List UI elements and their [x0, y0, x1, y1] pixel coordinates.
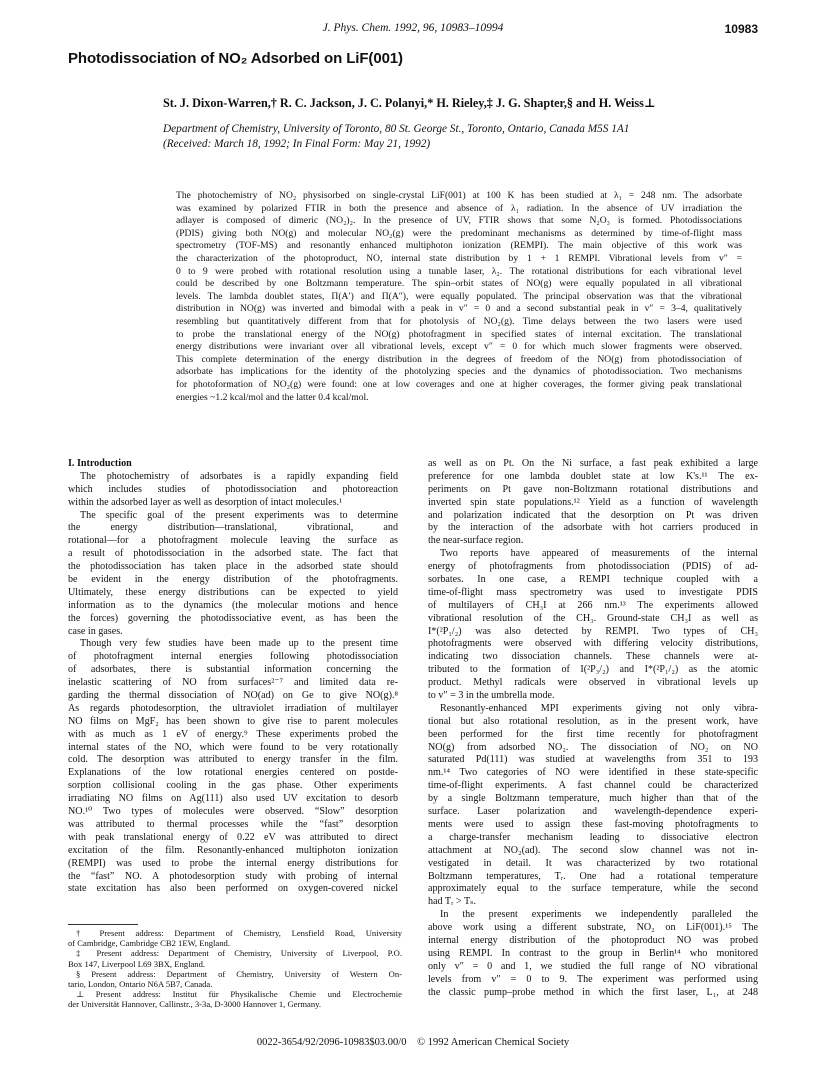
body-text-line: levels from v″ = 0 to 9. The experiment was performed using [428, 973, 758, 985]
body-text-line: the near-surface region. [428, 535, 524, 547]
body-text-line: The specific goal of the present experiments was to determine [80, 509, 398, 521]
body-text-line: Though very few studies have been made up to the present time [80, 638, 398, 650]
body-text-line: been performed for the first time recently for photofragment [428, 728, 758, 740]
footnote-line: tario, London, Ontario N6A 5B7, Canada. [68, 979, 213, 990]
body-text-line: photofragments were observed with differing velocity distributions, [428, 638, 758, 650]
body-text-line: time-of-flight experiments. A fast channel could be characterized [428, 780, 758, 792]
body-text-line: within the adsorbed layer as well as desorption of intact molecules.¹ [68, 496, 343, 508]
body-text-line: be evident in the energy distribution of the photofragments. [68, 574, 398, 586]
abstract-line: energy distributions were invariant over all vibrational levels, except v″ = 0 for which much slower fragments were observed. [176, 341, 742, 353]
body-text-line: NO films on MgF₂ has been shown to give rise to parent molecules [68, 715, 398, 727]
body-text-line: irradiating NO films on Ag(111) also used UV excitation to desorb [68, 793, 398, 805]
body-text-line: NO(g) from adsorbed NO₂. The dissociation of NO₂ on NO [428, 741, 758, 753]
abstract-line: levels. The lambda doublet states, Π(A′) and Π(A″), were equally populated. The principal observation was that the vibrational [176, 290, 742, 302]
body-text-line: internal states of the NO, which were found to be very rotationally [68, 741, 398, 753]
body-text-line: saturated Pd(111) was studied at wavelengths from 351 to 193 [428, 754, 758, 766]
body-text-line: with as much as 1 eV of energy.⁹ These experiments probed the [68, 728, 398, 740]
body-text-line: periments on Pt gave non-Boltzmann rotational distributions and [428, 483, 758, 495]
abstract-line: adsorbate has implications for the identity of the photolyzing species and the dynamics of photodissociation. Two mechanisms [176, 366, 742, 378]
body-text-line: the photodissociation has taken place in the adsorbed state should [68, 561, 398, 573]
body-text-line: preference for one lambda doublet state at low K's.¹¹ The ex- [428, 470, 758, 482]
footnote-line: ‡ Present address: Department of Chemistry, University of Liverpool, P.O. [76, 948, 402, 959]
abstract-line: adlayer is composed of dimeric (NO₂)₂. In the presence of UV, FTIR shows that some N₂O₃ is formed. Photodissociations [176, 215, 742, 227]
body-text-line: approximately equal to the surface temperature, while the second [428, 883, 758, 895]
abstract-line: was examined by polarized FTIR in both the presence and absence of λ₁ radiation. In the absence of UV irradiation the [176, 202, 742, 214]
body-text-line: (REMPI) was used to probe the internal energy distributions for [68, 857, 398, 869]
body-text-line: had Tᵣ > Tₛ. [428, 896, 477, 908]
body-text-line: Ultimately, these energy distributions can be expected to yield [68, 586, 398, 598]
body-text-line: of photofragment internal energies following photodissociation [68, 651, 398, 663]
body-text-line: and polarization indicated that the desorption on Pt was driven [428, 509, 758, 521]
body-text-line: Two reports have appeared of measurements of the internal [440, 548, 758, 560]
right-column [428, 458, 758, 999]
body-text-line: Resonantly-enhanced MPI experiments giving not only vibra- [440, 702, 758, 714]
left-column [68, 458, 398, 896]
body-text-line: which includes studies of photodissociation and photoreaction [68, 483, 398, 495]
footnote-line: Box 147, Liverpool L69 3BX, England. [68, 958, 206, 969]
abstract-line: to probe the translational energy of the NO(g) photofragment in specified states of internal excitation. The translational [176, 328, 742, 340]
footnotes [68, 928, 402, 1010]
body-text-line: a charge-transfer mechanism leading to dissociative electron [428, 831, 758, 843]
footnote-line: ⊥ Present address: Institut für Physikalische Chemie und Electrochemie [76, 989, 402, 1000]
footnote-line: † Present address: Department of Chemistry, Lensfield Road, University [76, 928, 402, 938]
body-text-line: a result of photodissociation in the adsorbed state. The fact that [68, 548, 398, 560]
body-text-line: by a single Boltzmann temperature, much higher than that of the [428, 793, 758, 805]
body-text-line: tributed to the formation of I(²P₃/₂) and I*(²P₁/₂) as the atomic [428, 664, 758, 676]
body-text-line: with peak translational energy of 0.22 eV was attributed to direct [68, 831, 398, 843]
article-code: 0022-3654/92/2096-10983$03.00/0 [256, 1037, 407, 1048]
body-text-line: cold. The desorption was attributed to energy transfer in the film. [68, 754, 398, 766]
body-text-line: energy of photofragments from photodissociation (PDIS) of ad- [428, 561, 758, 573]
body-text-line: excitation of the film. Resonantly-enhanced multiphoton ionization [68, 844, 398, 856]
page-footer [68, 1037, 758, 1048]
abstract-line: for photoformation of NO₂(g) were found: one at low coverages and one at higher coverages, the former giving peak translational [176, 378, 742, 390]
body-text-line: The photochemistry of adsorbates is a rapidly expanding field [80, 470, 398, 482]
footnote-line: of Cambridge, Cambridge CB2 1EW, England. [68, 938, 230, 949]
received-dates: (Received: March 18, 1992; In Final Form: May 21, 1992) [163, 138, 431, 150]
abstract [176, 190, 742, 404]
abstract-line: (PDIS) giving both NO(g) and molecular NO₂(g) were the predominant mechanisms as determined by time-of-flight mass [176, 227, 742, 239]
body-text-line: NO.¹⁰ Two types of molecules were observed. “Slow” desorption [68, 806, 398, 818]
body-text-line: tional but also rotational resolution, as in the present work, have [428, 715, 758, 727]
page-number: 10983 [724, 22, 758, 36]
body-text-line: the forces) governing the photodissociative event, as has been the [68, 612, 398, 624]
abstract-line: 0 to 9 were probed with rotational resolution using a tunable laser, λ₂. The rotational distributions for each vibrational level [176, 265, 742, 277]
body-text-line: the energy distribution—translational, vibrational, and [68, 522, 398, 534]
body-text-line: indicating two dissociation channels. These channels were at- [428, 651, 758, 663]
footnote-rule [68, 924, 138, 925]
body-text-line: of adsorbates, there is substantial information concerning the [68, 664, 398, 676]
body-text-line: internal energy distribution of the photoproduct NO was probed [428, 934, 758, 946]
running-head [68, 22, 758, 38]
author-list: St. J. Dixon-Warren,† R. C. Jackson, J. C. Polanyi,* H. Rieley,‡ J. G. Shapter,§ and H. Weiss⊥ [163, 96, 656, 110]
body-text-line: nm.¹⁴ Two categories of NO were identified in these state-specific [428, 767, 758, 779]
abstract-line: resembling but quantitatively different from that for photolysis of NO₂(g). Time delays between the two lasers were used [176, 315, 742, 327]
body-text-line: inelastic scattering of NO from surfaces²⁻⁷ and limited data re- [68, 677, 398, 689]
abstract-line: distribution in NO(g) was inverted and bimodal with a peak in v″ = 0 and a second substantial peak in v″ = 3–4, qualitatively [176, 303, 742, 315]
body-text-line: I*(²P₁/₂) was also detected by REMPI. Two types of CH₃ [428, 625, 758, 637]
body-text-line: was attributed to thermal processes while the “fast” desorption [68, 818, 398, 830]
abstract-line: could be described by one Boltzmann temperature. The spin–orbit states of NO(g) were equally populated in all vibrational [176, 278, 742, 290]
body-text-line: vestigated in detail. It was characterized by two rotational [428, 857, 758, 869]
body-text-line: inverted spin state populations.¹² Yield as a function of wavelength [428, 496, 758, 508]
body-text-line: time-of-flight mass spectrometry was used to investigate PDIS [428, 586, 758, 598]
body-text-line: In the present experiments we independently paralleled the [440, 909, 758, 921]
body-text-line: the classic pump–probe method in which the first laser, L₁, at 248 [428, 986, 758, 998]
body-text-line: rotational—for a photofragment molecule leaving the surface as [68, 535, 398, 547]
abstract-line: This complete determination of the energy distribution in the degrees of freedom of the NO(g) from photodissociation of [176, 353, 742, 365]
body-text-line: sorption collisional cooling in the gas phase. Other experiments [68, 780, 398, 792]
body-text-line: as well as on Pt. On the Ni surface, a fast peak exhibited a large [428, 458, 758, 469]
body-text-line: surface. Laser polarization and wavelength-dependence experi- [428, 806, 758, 818]
body-text-line: Boltzmann temperatures, Tᵣ. One had a rotational temperature [428, 870, 758, 882]
body-text-line: sorbates. In one case, a REMPI technique coupled with a [428, 574, 758, 586]
body-text-line: attachment at NO₂(ad). The second slow channel was not in- [428, 844, 758, 856]
affiliation-address: Department of Chemistry, University of Toronto, 80 St. George St., Toronto, Ontario, Canada M5S 1A1 [163, 123, 630, 135]
footnote-line: der Universität Hannover, Callinstr., 3-3a, D-3000 Hannover 1, Germany. [68, 999, 322, 1010]
body-text-line: As regards photodesorption, the ultraviolet irradiation of multilayer [68, 702, 398, 714]
abstract-line: the characterization of the photoproduct, NO, internal state distribution by 1 + 1 REMPI. Vibrational levels from v″ = [176, 252, 742, 264]
body-text-line: garding the thermal dissociation of NO(ad) on Ge to give NO(g).⁸ [68, 690, 398, 702]
section-heading: I. Introduction [68, 458, 132, 469]
affiliation-block [163, 122, 763, 152]
body-text-line: above work using a different substrate, NO₂ on LiF(001).¹⁵ The [428, 922, 758, 934]
body-text-line: only v″ = 0 and 1, we studied the full range of NO vibrational [428, 960, 758, 972]
article-title: Photodissociation of NO₂ Adsorbed on LiF(001) [68, 50, 403, 67]
body-text-line: by the interaction of the adsorbate with hot carriers produced in [428, 522, 758, 534]
footnote-line: § Present address: Department of Chemistry, University of Western On- [76, 968, 402, 979]
body-text-line: to v″ = 3 in the umbrella mode. [428, 690, 555, 702]
body-text-line: Explanations of the low rotational energies centered on postde- [68, 767, 398, 779]
abstract-line: The photochemistry of NO₂ physisorbed on single-crystal LiF(001) at 100 K has been studied at λ₁ = 248 nm. The adsorbate [176, 190, 742, 201]
abstract-line: spectrometry (TOF-MS) and resonantly enhanced multiphoton ionization (REMPI). The main objective of this work was [176, 240, 742, 252]
abstract-line: energies ~1.2 kcal/mol and the latter 0.4 kcal/mol. [176, 391, 369, 403]
body-text-line: case in gases. [68, 625, 123, 637]
body-text-line: information as to the dynamics (the molecular motions and hence [68, 599, 398, 611]
body-text-line: of multilayers of CH₃I at 266 nm.¹³ The experiments allowed [428, 599, 758, 611]
journal-citation: J. Phys. Chem. 1992, 96, 10983–10994 [322, 22, 504, 34]
body-text-line: using REMPI. In contrast to the group in Berlin¹⁴ who monitored [428, 947, 758, 959]
body-text-line: ments were used to assign these fast-moving photofragments to [428, 818, 758, 830]
body-text-line: vibrational resolution of the CH₃. Ground-state CH₃I as well as [428, 612, 758, 624]
copyright: © 1992 American Chemical Society [417, 1037, 570, 1048]
body-text-line: product. Methyl radicals were observed in vibrational levels up [428, 677, 758, 689]
body-text-line: state excitation has also been performed on oxygen-covered nickel [68, 883, 398, 895]
body-text-line: the “fast” NO. A photodesorption study with probing of internal [68, 870, 398, 882]
